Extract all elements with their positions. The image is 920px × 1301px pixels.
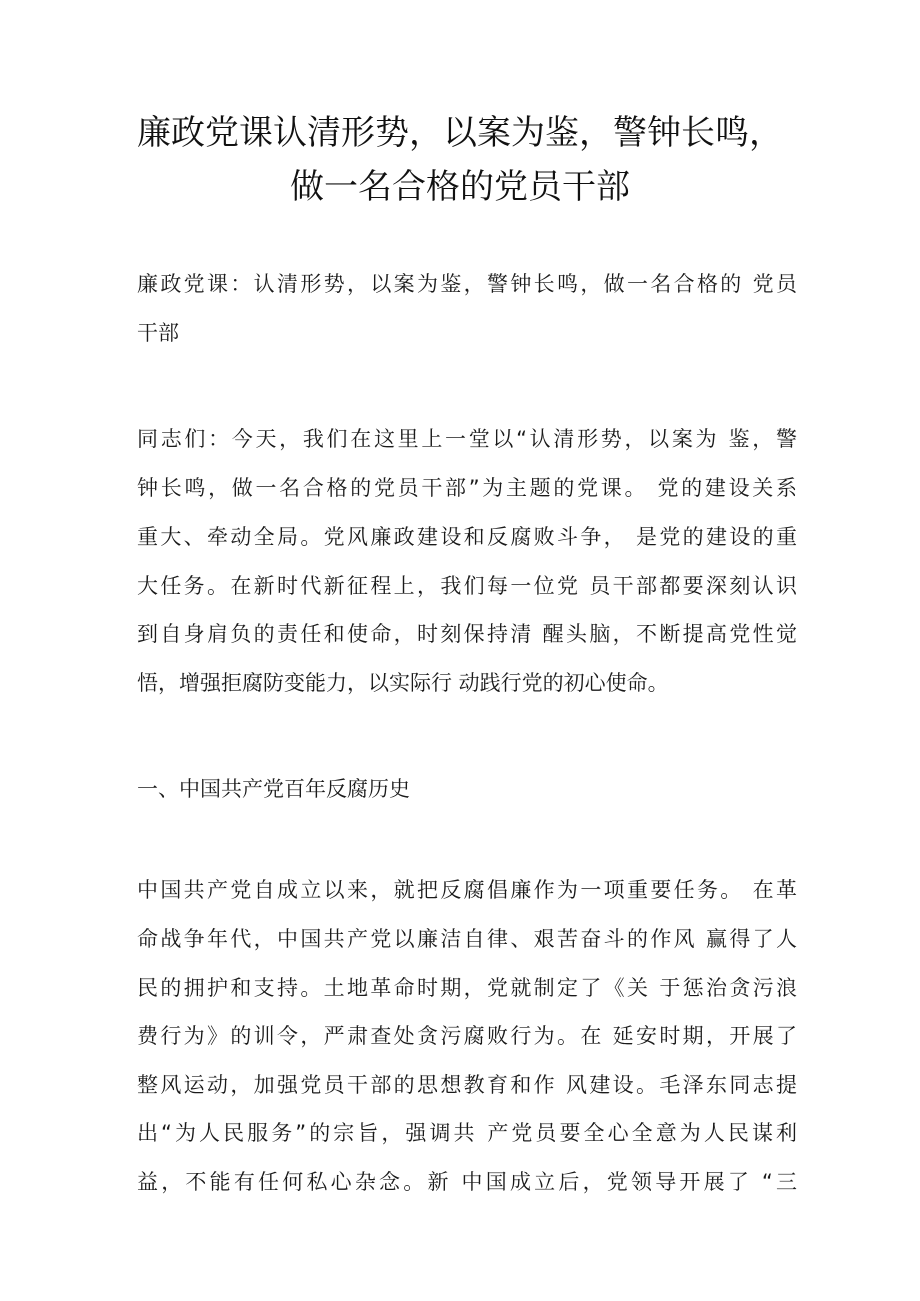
subtitle-line: 廉政党课：认清形势，以案为鉴，警钟长鸣，做一名合格的 党员: [137, 272, 797, 296]
intro-paragraph-line: 钟长鸣，做一名合格的党员干部”为主题的党课。 党的建设关系: [137, 476, 797, 500]
section-paragraph-line: 出“为人民服务”的宗旨，强调共 产党员要全心全意为人民谋利: [137, 1121, 797, 1145]
document-title-line-1: 廉政党课认清形势，以案为鉴，警钟长鸣，: [137, 113, 783, 153]
intro-paragraph-line: 悟，增强拒腐防变能力，以实际行 动践行党的初心使命。: [137, 671, 669, 695]
document-title-line-2: 做一名合格的党员干部: [290, 167, 630, 207]
section-heading: 一、中国共产党百年反腐历史: [137, 777, 410, 801]
intro-paragraph-line: 重大、牵动全局。党风廉政建设和反腐败斗争， 是党的建设的重: [137, 525, 797, 549]
intro-paragraph-line: 大任务。在新时代新征程上，我们每一位党 员干部都要深刻认识: [137, 574, 797, 598]
section-paragraph-line: 费行为》的训令，严肃查处贪污腐败行为。在 延安时期，开展了: [137, 1024, 797, 1048]
section-paragraph-line: 中国共产党自成立以来，就把反腐倡廉作为一项重要任务。 在革: [137, 878, 797, 902]
section-paragraph-line: 整风运动，加强党员干部的思想教育和作 风建设。毛泽东同志提: [137, 1073, 797, 1097]
section-paragraph-line: 命战争年代，中国共产党以廉洁自律、艰苦奋斗的作风 赢得了人: [137, 927, 797, 951]
section-paragraph-line: 民的拥护和支持。土地革命时期，党就制定了《关 于惩治贪污浪: [137, 976, 797, 1000]
subtitle-line: 干部: [137, 321, 179, 345]
section-paragraph-line: 益，不能有任何私心杂念。新 中国成立后，党领导开展了 “三: [137, 1170, 797, 1194]
intro-paragraph-line: 同志们：今天，我们在这里上一堂以“认清形势，以案为 鉴，警: [137, 427, 797, 451]
intro-paragraph-line: 到自身肩负的责任和使命，时刻保持清 醒头脑，不断提高党性觉: [137, 622, 797, 646]
